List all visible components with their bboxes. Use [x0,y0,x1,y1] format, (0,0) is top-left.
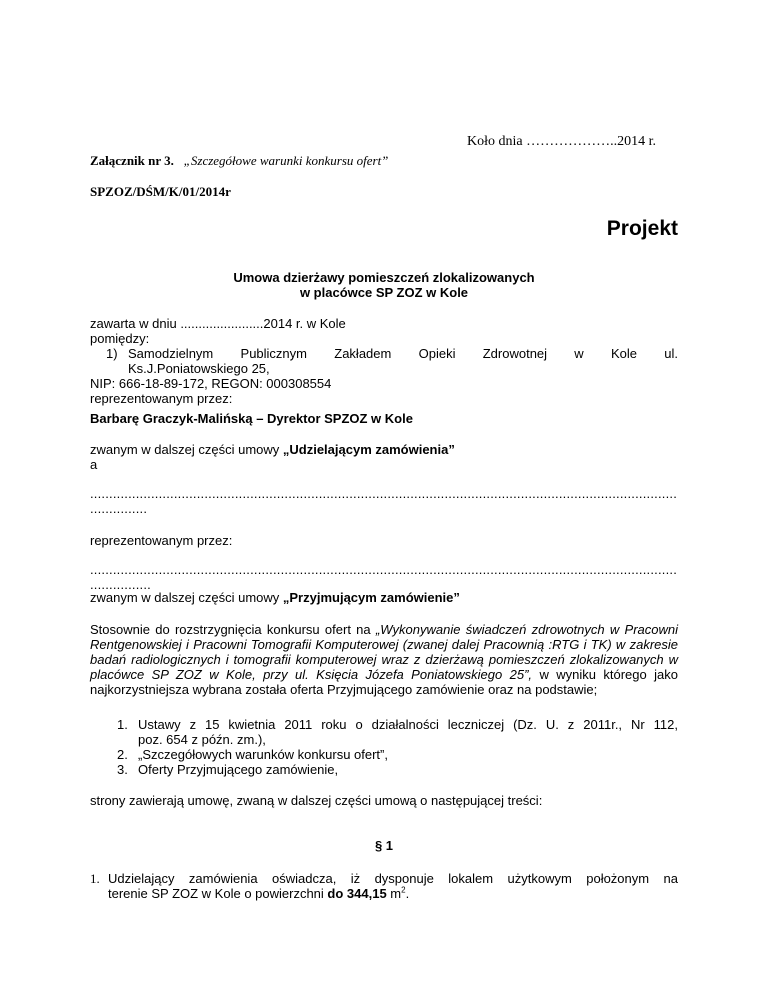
basis-item-1-num: 1. [117,717,128,732]
called2-role: „Przyjmującym zamówienie” [282,590,460,605]
section-1-item-line2 [108,886,409,901]
fill-in-dots-1-tail: ............... [90,501,148,516]
basis-item-2-num: 2. [117,747,128,762]
basis-item-1-text: Ustawy z 15 kwietnia 2011 roku o działalności leczniczej (Dz. U. z 2011r., Nr 112, [138,717,678,732]
area-value: do 344,15 [327,886,387,901]
basis-item-1-text2: poz. 654 z późn. zm.), [138,732,266,747]
called1-line [90,442,455,457]
section-1-line2-end: . [405,886,410,901]
contract-title-line2: w placówce SP ZOZ w Kole [299,285,469,300]
attachment-title: „Szczegółowe warunki konkursu ofert” [183,153,389,168]
concluded-date-line: zawarta w dniu .......................2014 r. w Kole [90,316,346,331]
recitals-intro-suffix: w wyniku którego jako najkorzystniejsza wybrana została oferta Przyjmującego zamówienie oraz na podstawie; [90,667,678,697]
between-label: pomiędzy: [90,331,150,346]
contract-title-line1: Umowa dzierżawy pomieszczeń zlokalizowanych [233,270,535,285]
party1-line1: Samodzielnym Publicznym Zakładem Opieki Zdrowotnej w Kole ul. [128,346,678,361]
nip-regon: NIP: 666-18-89-172, REGON: 000308554 [90,376,332,391]
draft-label: Projekt [606,217,678,240]
represented-by-label-2: reprezentowanym przez: [90,533,233,548]
represented-by-label: reprezentowanym przez: [90,391,233,406]
basis-item-3-text: Oferty Przyjmującego zamówienie, [138,762,339,777]
and-label: a [90,457,98,472]
fill-in-dots-1 [90,486,678,501]
attachment-label: Załącznik nr 3. [90,153,174,168]
party1-line2: Ks.J.Poniatowskiego 25, [128,361,270,376]
place-date: Koło dnia ………………..2014 r. [467,134,656,149]
called2-line [90,590,460,605]
fill-in-dots-2-tail: ................ [90,577,151,592]
called1-role: „Udzielającym zamówienia” [282,442,455,457]
basis-item-3-num: 3. [117,762,128,777]
area-unit: m [386,886,402,901]
basis-item-2-text: „Szczegółowych warunków konkursu ofert”, [138,747,388,762]
area-unit-sup: 2 [401,885,406,895]
fill-in-dots-2 [90,562,678,577]
section-1-heading: § 1 [374,838,394,853]
reference-number: SPZOZ/DŚM/K/01/2014r [90,184,231,199]
recitals-intro-prefix: Stosownie do rozstrzygnięcia konkursu ofert na [90,622,376,637]
competition-title: „Wykonywanie świadczeń zdrowotnych w Pracowni Rentgenowskiej i Pracowni Tomografii Komputerowej (zwanej dalej Pracownią :RTG i TK) w zakresie badań radiologicznych i tomografii komputerowej wraz z dzierżawą pomieszczeń zlokalizowanych w placówce SP ZOZ w Kole, przy ul. Księcia Józefa Poniatowskiego 25”, [90,622,678,682]
section-1-line2-prefix: terenie SP ZOZ w Kole o powierzchni [108,886,328,901]
section-1-item-line1: Udzielający zamówienia oświadcza, iż dysponuje lokalem użytkowym położonym na [108,871,678,886]
director-name: Barbarę Graczyk-Malińską – Dyrektor SPZOZ w Kole [90,411,413,426]
called1-prefix: zwanym w dalszej części umowy [90,442,283,457]
recitals-paragraph [90,622,678,697]
recitals-conclusion: strony zawierają umowę, zwaną w dalszej części umową o następującej treści: [90,793,543,808]
party1-number: 1) [106,346,118,361]
attachment-line [90,153,388,168]
section-1-item-num: 1. [90,871,100,886]
called2-prefix: zwanym w dalszej części umowy [90,590,283,605]
